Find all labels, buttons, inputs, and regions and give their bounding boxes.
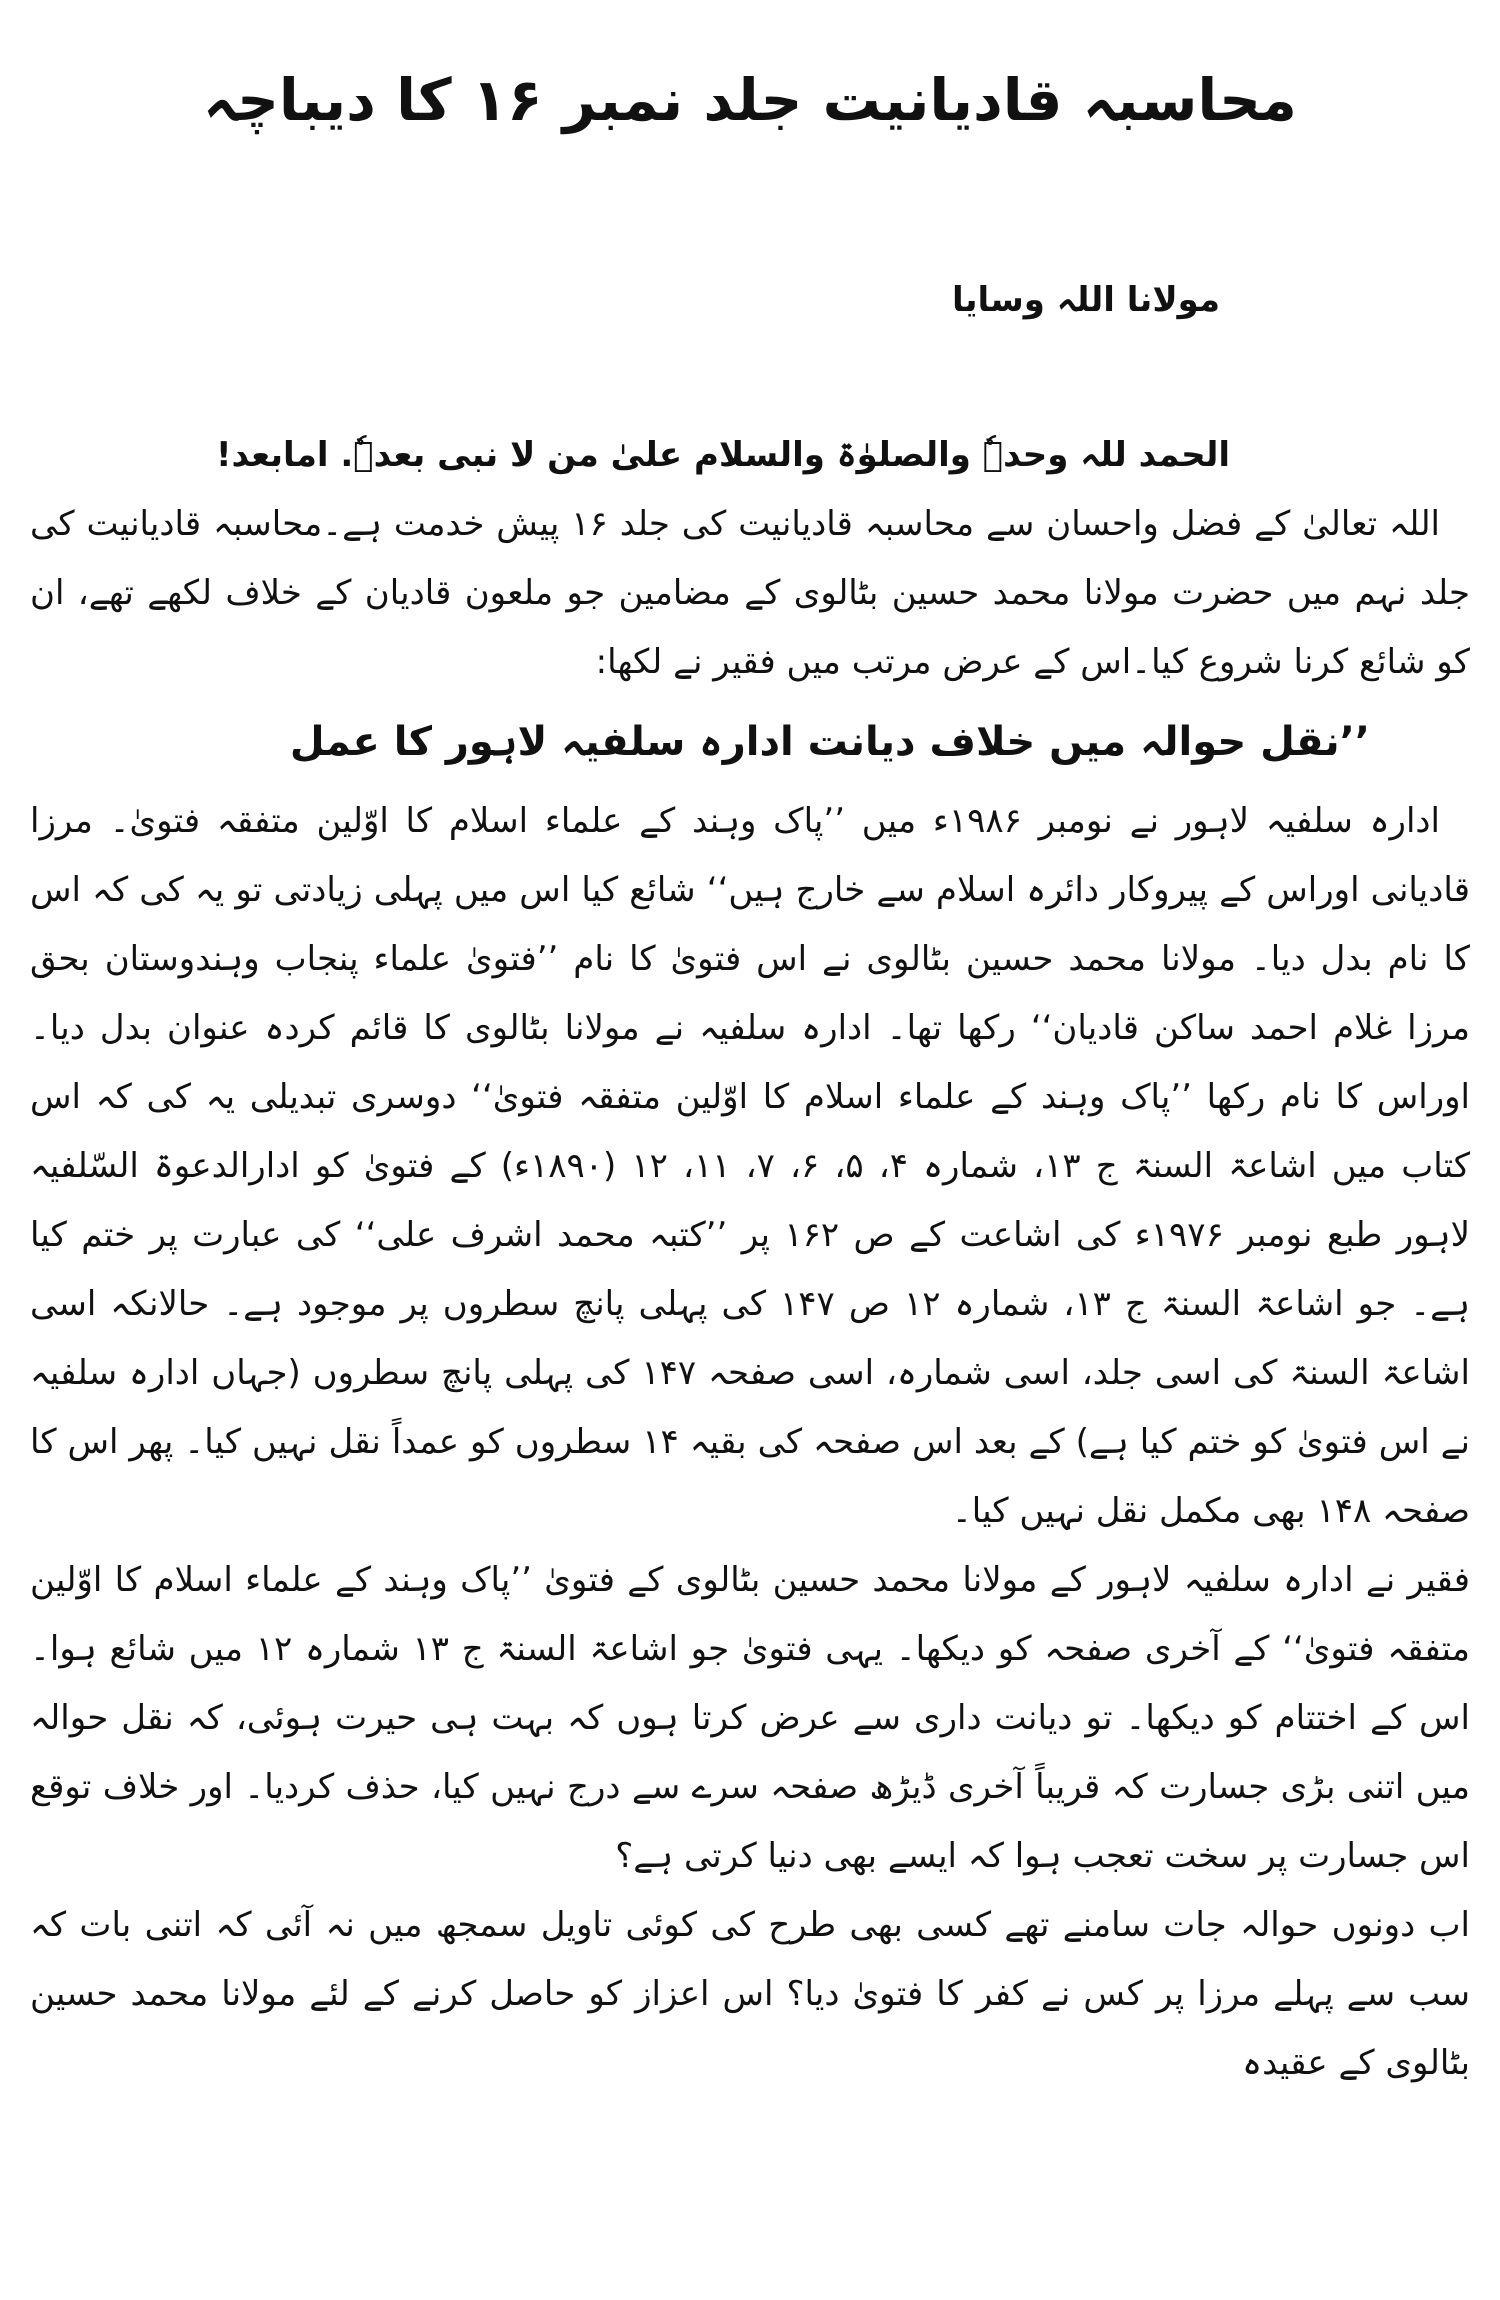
opening-invocation: الحمد للہ وحدہٗ والصلوٰۃ والسلام علیٰ من لا نبی بعدہٗ. امابعد! xyxy=(215,435,1230,475)
paragraph-intro: اللہ تعالیٰ کے فضل واحسان سے محاسبہ قادیانیت کی جلد ۱۶ پیش خدمت ہے۔محاسبہ قادیانیت کی جلد نہم میں حضرت مولانا محمد حسین بٹالوی کے مضامین جو ملعون قادیان کے خلاف لکھے تھے، ان کو شائع کرنا شروع کیا۔اس کے عرض مرتب میں فقیر نے لکھا: xyxy=(30,504,1470,682)
section-heading: ’’نقل حوالہ میں خلاف دیانت ادارہ سلفیہ لاہور کا عمل xyxy=(289,719,1370,765)
paragraph-body: ادارہ سلفیہ لاہور نے نومبر ۱۹۸۶ء میں ’’پاک وہند کے علماء اسلام کا اوّلین متفقہ فتویٰ۔ مرزا قادیانی اوراس کے پیروکار دائرہ اسلام سے خارج ہیں‘‘ شائع کیا اس میں پہلی زیادتی تو یہ کی کہ اس کا نام بدل دیا۔ مولانا محمد حسین بٹالوی نے اس فتویٰ کا نام ’’فتویٰ علماء پنجاب وہندوستان بحق مرزا غلام احمد ساکن قادیان‘‘ رکھا تھا۔ ادارہ سلفیہ نے مولانا بٹالوی کا قائم کردہ عنوان بدل دیا۔ اوراس کا نام رکھا ’’پاک وہند کے علماء اسلام کا اوّلین متفقہ فتویٰ‘‘ دوسری تبدیلی یہ کی کہ اس کتاب میں اشاعۃ السنۃ ج ۱۳، شمارہ ۴، ۵، ۶، ۷، ۱۱، ۱۲ (۱۸۹۰ء) کے فتویٰ کو ادارالدعوۃ السّلفیہ لاہور طبع نومبر ۱۹۷۶ء کی اشاعت کے ص ۱۶۲ پر ’’کتبہ محمد اشرف علی‘‘ کی عبارت پر ختم کیا ہے۔ جو اشاعۃ السنۃ ج ۱۳، شمارہ ۱۲ ص ۱۴۷ کی پہلی پانچ سطروں پر موجود ہے۔ حالانکہ اسی اشاعۃ السنۃ کی اسی جلد، اسی شمارہ، اسی صفحہ ۱۴۷ کی پہلی پانچ سطروں (جہاں ادارہ سلفیہ نے اس فتویٰ کو ختم کیا ہے) کے بعد اس صفحہ کی بقیہ ۱۴ سطروں کو عمداً نقل نہیں کیا۔ پھر اس کا صفحہ ۱۴۸ بھی مکمل نقل نہیں کیا۔ xyxy=(30,801,1471,1531)
author-name: مولانا اللہ وسایا xyxy=(952,280,1220,320)
paragraph-body: فقیر نے ادارہ سلفیہ لاہور کے مولانا محمد حسین بٹالوی کے فتویٰ ’’پاک وہند کے علماء اسلام کا اوّلین متفقہ فتویٰ‘‘ کے آخری صفحہ کو دیکھا۔ یہی فتویٰ جو اشاعۃ السنۃ ج ۱۳ شمارہ ۱۲ میں شائع ہوا۔ اس کے اختتام کو دیکھا۔ تو دیانت داری سے عرض کرتا ہوں کہ بہت ہی حیرت ہوئی، کہ نقل حوالہ میں اتنی بڑی جسارت کہ قریباً آخری ڈیڑھ صفحہ سرے سے درج نہیں کیا، حذف کردیا۔ اور خلاف توقع اس جسارت پر سخت تعجب ہوا کہ ایسے بھی دنیا کرتی ہے؟ xyxy=(30,1560,1470,1876)
document-page xyxy=(30,40,1470,2280)
page-title: محاسبہ قادیانیت جلد نمبر ۱۶ کا دیباچہ xyxy=(203,66,1297,134)
paragraph-body: اب دونوں حوالہ جات سامنے تھے کسی بھی طرح کی کوئی تاویل سمجھ میں نہ آئی کہ اتنی بات کہ سب سے پہلے مرزا پر کس نے کفر کا فتویٰ دیا؟ اس اعزاز کو حاصل کرنے کے لئے مولانا محمد حسین بٹالوی کے عقیدہ xyxy=(30,1905,1470,2083)
